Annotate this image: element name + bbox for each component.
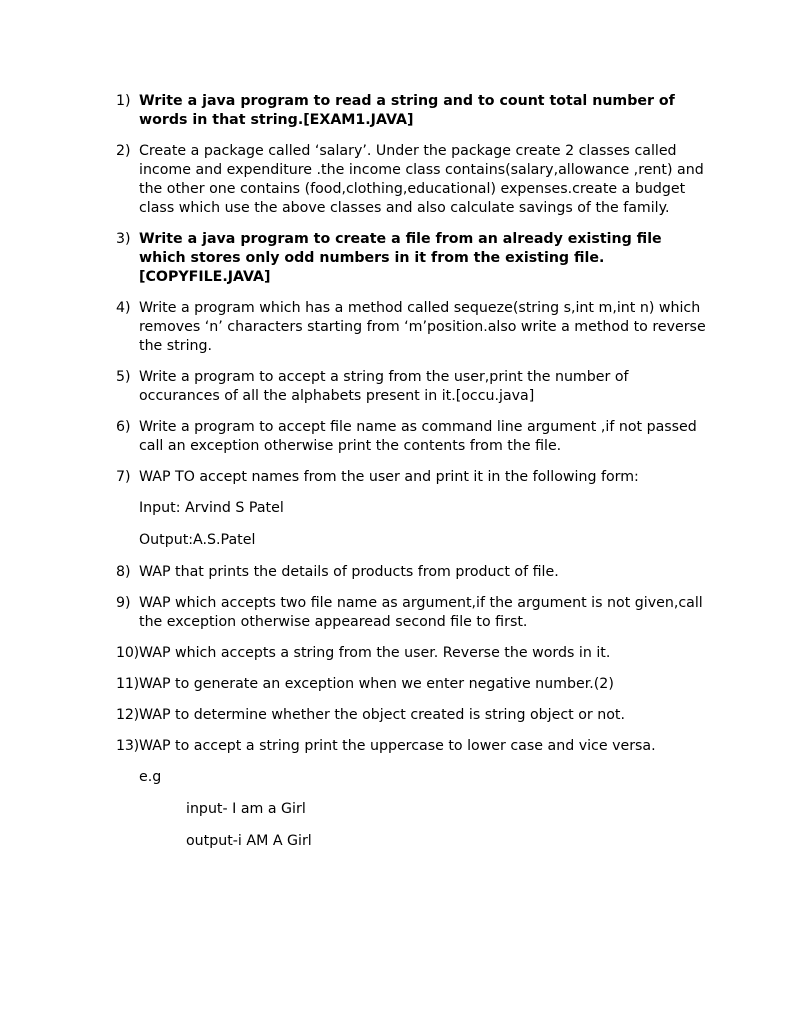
item-text: WAP to generate an exception when we enter negative number.(2) bbox=[139, 676, 614, 692]
list-item-2 bbox=[116, 142, 706, 218]
item-text: WAP which accepts two file name as argument,if the argument is not given,call the exception otherwise appearead second file to first. bbox=[139, 595, 703, 630]
list-item-7 bbox=[116, 468, 706, 487]
item-number: 2) bbox=[116, 143, 131, 159]
example-input: input- I am a Girl bbox=[186, 801, 306, 817]
item-number: 7) bbox=[116, 469, 131, 485]
item-number: 8) bbox=[116, 564, 131, 580]
item-text: WAP to determine whether the object created is string object or not. bbox=[139, 707, 625, 723]
list-item-4 bbox=[116, 299, 706, 356]
example-output: output-i AM A Girl bbox=[186, 833, 312, 849]
example-output: Output:A.S.Patel bbox=[139, 532, 256, 548]
item-text: Write a program to accept a string from the user,print the number of occurances of all the alphabets present in it.[occu.java] bbox=[139, 369, 629, 404]
list-item-6 bbox=[116, 418, 706, 456]
list-item-1 bbox=[116, 92, 706, 130]
item-number: 10) bbox=[116, 645, 139, 661]
list-item-9 bbox=[116, 594, 706, 632]
list-item-10 bbox=[116, 644, 706, 663]
item-text: Write a program which has a method called sequeze(string s,int m,int n) which removes ‘n’ characters starting from ‘m’position.also write a method to reverse the string. bbox=[139, 300, 706, 354]
item-text: Write a java program to read a string and to count total number of words in that string.[EXAM1.JAVA] bbox=[139, 93, 675, 128]
item-text: WAP that prints the details of products from product of file. bbox=[139, 564, 559, 580]
list-item-13 bbox=[116, 737, 706, 756]
list-item-3 bbox=[116, 230, 706, 287]
item-number: 5) bbox=[116, 369, 131, 385]
item-number: 6) bbox=[116, 419, 131, 435]
item-text: WAP which accepts a string from the user. Reverse the words in it. bbox=[139, 645, 611, 661]
item-text: Write a java program to create a file from an already existing file which stores only odd numbers in it from the existing file.[COPYFILE.JAVA] bbox=[139, 231, 662, 285]
example-label: e.g bbox=[139, 769, 162, 785]
item-number: 4) bbox=[116, 300, 131, 316]
list-item-5 bbox=[116, 368, 706, 406]
example-input: Input: Arvind S Patel bbox=[139, 500, 284, 516]
item-number: 3) bbox=[116, 231, 131, 247]
item-number: 1) bbox=[116, 93, 131, 109]
list-item-8 bbox=[116, 563, 706, 582]
item-text: Create a package called ‘salary’. Under the package create 2 classes called income and expenditure .the income class contains(salary,allowance ,rent) and the other one contains (food,clothing,educational) expenses.create a budget class which use the above classes and also calculate savings of the family. bbox=[139, 143, 704, 216]
list-item-12 bbox=[116, 706, 706, 725]
item-number: 12) bbox=[116, 707, 139, 723]
item-number: 13) bbox=[116, 738, 139, 754]
item-text: WAP to accept a string print the uppercase to lower case and vice versa. bbox=[139, 738, 656, 754]
item-text: WAP TO accept names from the user and print it in the following form: bbox=[139, 469, 639, 485]
item-number: 11) bbox=[116, 676, 139, 692]
item-text: Write a program to accept file name as command line argument ,if not passed call an exception otherwise print the contents from the file. bbox=[139, 419, 697, 454]
item-number: 9) bbox=[116, 595, 131, 611]
question-list bbox=[116, 92, 706, 864]
list-item-11 bbox=[116, 675, 706, 694]
